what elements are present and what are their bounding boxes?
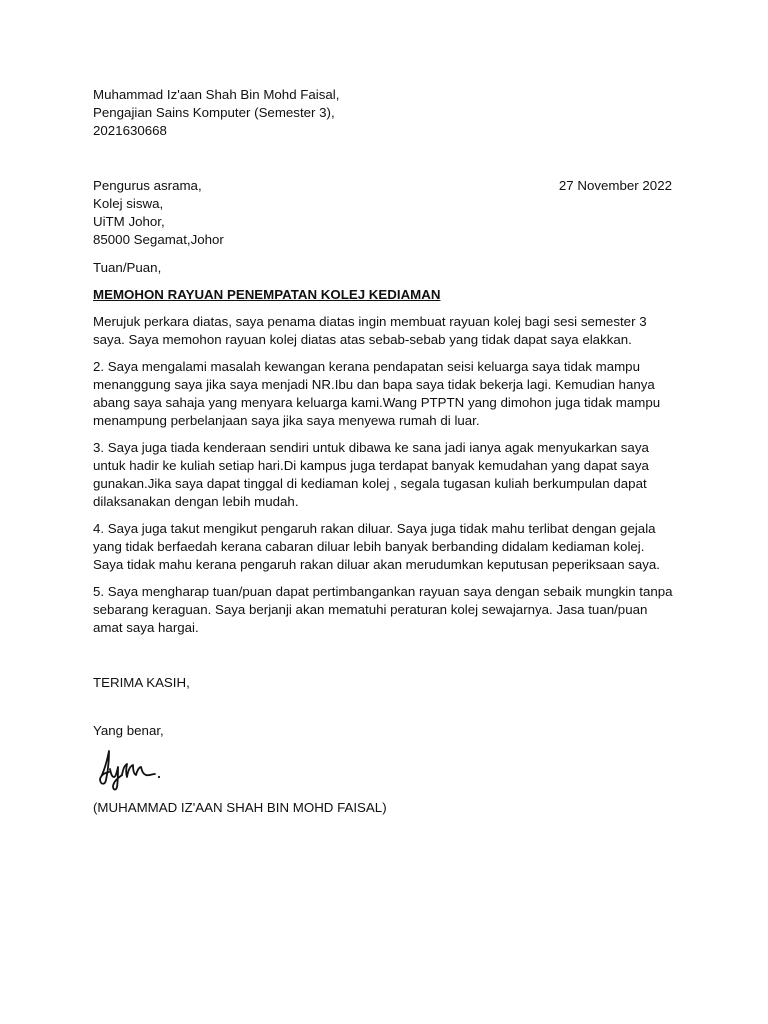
body-paragraph-4: 4. Saya juga takut mengikut pengaruh rakan diluar. Saya juga tidak mahu terlibat dengan gejala yang tidak berfaedah kerana cabaran diluar lebih banyak berbanding didalam kediaman kolej. Saya tidak mahu kerana pengaruh rakan diluar akan merudumkan keputusan peperiksaan saya.: [93, 521, 660, 572]
recipient-line-2: Kolej siswa,: [93, 196, 164, 211]
recipient-line-1: Pengurus asrama,: [93, 178, 202, 193]
salutation: Tuan/Puan,: [93, 260, 162, 275]
body-paragraph-1: Merujuk perkara diatas, saya penama diatas ingin membuat rayuan kolej bagi sesi semester 3 saya. Saya memohon rayuan kolej diatas atas sebab-sebab yang tidak dapat saya elakkan.: [93, 314, 647, 347]
body-paragraph-5: 5. Saya mengharap tuan/puan dapat pertimbangankan rayuan saya dengan sebaik mungkin tanpa sebarang keraguan. Saya berjanji akan mematuhi peraturan kolej sewajarnya. Jasa tuan/puan amat saya hargai.: [93, 584, 673, 635]
body-paragraph-3: 3. Saya juga tiada kenderaan sendiri untuk dibawa ke sana jadi ianya agak menyukarkan saya untuk hadir ke kuliah setiap hari.Di kampus juga terdapat banyak kemudahan yang dapat saya gunakan.Jika saya dapat tinggal di kediaman kolej , segala tugasan kuliah berkumpulan dapat dilaksanakan dengan lebih mudah.: [93, 440, 649, 509]
closing-thanks: TERIMA KASIH,: [93, 675, 190, 690]
sender-student-id: 2021630668: [93, 123, 167, 138]
recipient-block: [93, 177, 677, 249]
recipient-line-4: 85000 Segamat,Johor: [93, 232, 224, 247]
letter-page: [93, 86, 677, 817]
sender-program: Pengajian Sains Komputer (Semester 3),: [93, 105, 335, 120]
subject-heading: MEMOHON RAYUAN PENEMPATAN KOLEJ KEDIAMAN: [93, 287, 441, 302]
body-paragraph-2: 2. Saya mengalami masalah kewangan kerana pendapatan seisi keluarga saya tidak mampu menanggung saya jika saya menjadi NR.Ibu dan bapa saya tidak bekerja lagi. Kemudian hanya abang saya sahaja yang menyara keluarga kami.Wang PTPTN yang dimohon juga tidak mampu menampung perbelanjaan saya jika saya menyewa rumah di luar.: [93, 359, 661, 428]
signatory-name: (MUHAMMAD IZ'AAN SHAH BIN MOHD FAISAL): [93, 800, 387, 815]
signature-icon: [95, 747, 165, 791]
letter-date: 27 November 2022: [558, 178, 672, 193]
recipient-line-3: UiTM Johor,: [93, 214, 165, 229]
closing-regards: Yang benar,: [93, 723, 164, 738]
sender-address: [93, 86, 677, 140]
sender-name: Muhammad Iz'aan Shah Bin Mohd Faisal,: [93, 87, 340, 102]
